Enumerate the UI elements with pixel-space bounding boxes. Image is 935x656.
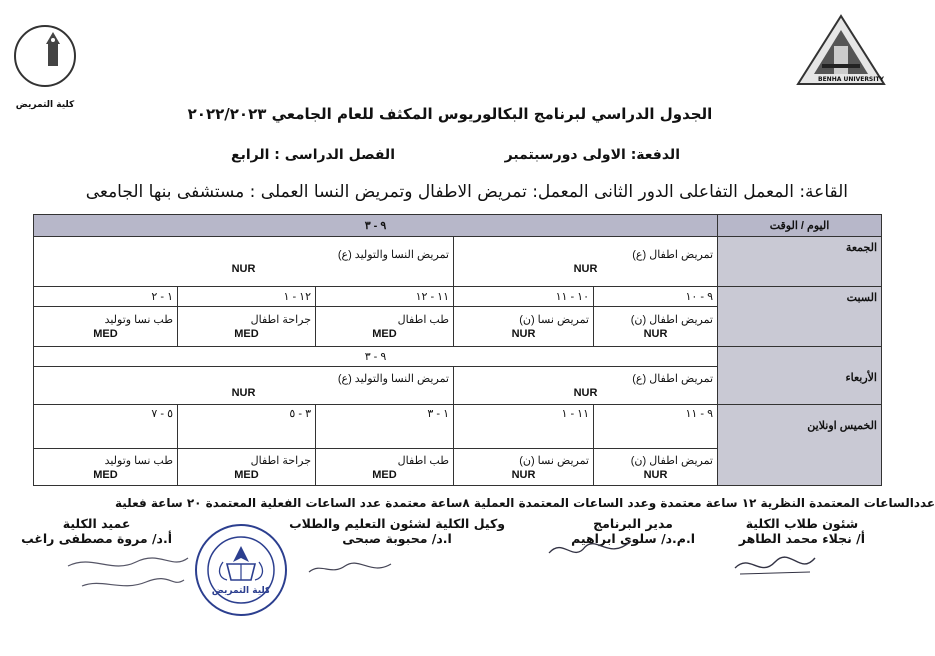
friday-a-code: NUR — [573, 263, 598, 275]
friday-block-a — [454, 237, 718, 287]
signature-dean — [21, 516, 172, 546]
course-code: MED — [93, 328, 118, 340]
course-code: MED — [234, 328, 259, 340]
wed-b-code: NUR — [231, 387, 256, 399]
wednesday-block-a — [454, 367, 718, 405]
day-friday: الجمعة — [718, 237, 882, 287]
thu-course-4 — [178, 449, 316, 486]
thu-time-4: ٣ - ٥ — [178, 405, 316, 449]
sat-course-1 — [594, 307, 718, 347]
signature-student-affairs — [739, 516, 865, 546]
sat-time-3: ١١ - ١٢ — [316, 287, 454, 307]
sig3-role: وكيل الكلية لشئون التعليم والطلاب — [289, 516, 505, 531]
course-title: تمريض نسا (ن) — [519, 314, 589, 326]
thu-course-3 — [316, 449, 454, 486]
course-title: طب نسا وتوليد — [104, 454, 173, 467]
sat-course-3 — [316, 307, 454, 347]
sig2-role: مدير البرنامج — [593, 516, 673, 531]
batch-label: الدفعة: الاولى دورسبتمبر — [504, 147, 680, 163]
sig1-role: شئون طلاب الكلية — [745, 516, 859, 531]
stamp-text: كلية التمريض — [211, 586, 271, 596]
course-title: تمريض اطفال (ن) — [630, 454, 713, 467]
sat-time-4: ١٢ - ١ — [178, 287, 316, 307]
course-title: جراحة اطفال — [250, 314, 311, 326]
course-code: NUR — [511, 328, 536, 340]
handwritten-signature-2 — [545, 535, 635, 565]
handwritten-signature-3 — [305, 558, 395, 580]
course-code: MED — [372, 328, 397, 340]
thu-time-5: ٥ - ٧ — [34, 405, 178, 449]
friday-b-title: تمريض النسا والتوليد (ع) — [337, 249, 449, 261]
friday-b-code: NUR — [231, 263, 256, 275]
sat-course-2 — [454, 307, 594, 347]
left-logo-caption: كلية التمريض — [15, 100, 75, 110]
course-title: جراحة اطفال — [250, 454, 311, 467]
document-title: الجدول الدراسي لبرنامج البكالوريوس المكثف للعام الجامعي ٢٠٢٢/٢٠٢٣ — [187, 105, 713, 123]
sig2-name: ا.م.د/ سلوى ابراهيم — [571, 531, 695, 546]
course-code: NUR — [643, 328, 668, 340]
credit-hours-note: عددالساعات المعتمدة النظرية ١٢ ساعة معتمدة وعدد الساعات المعتمدة العملية ٨ساعة معتمدة عدد الساعات الفعلية المعتمدة ٢٠ ساعة فعلية — [115, 496, 935, 510]
wednesday-time: ٩ - ٣ — [34, 347, 718, 367]
handwritten-signature-1 — [730, 548, 820, 582]
nursing-faculty-logo — [10, 18, 80, 108]
friday-a-title: تمريض اطفال (ع) — [632, 249, 713, 261]
right-logo-caption: BENHA UNIVERSITY — [818, 76, 884, 83]
thu-time-1: ٩ - ١١ — [594, 405, 718, 449]
sat-time-2: ١٠ - ١١ — [454, 287, 594, 307]
wednesday-block-b — [34, 367, 454, 405]
thu-time-3: ١ - ٣ — [316, 405, 454, 449]
top-time-header: ٩ - ٣ — [34, 215, 718, 237]
sig3-name: ا.د/ محبوبة صبحى — [342, 531, 452, 546]
course-title: تمريض اطفال (ن) — [630, 314, 713, 326]
friday-block-b — [34, 237, 454, 287]
semester-label: الفصل الدراسى : الرابع — [231, 147, 395, 163]
wed-b-title: تمريض النسا والتوليد (ع) — [337, 373, 449, 385]
sat-time-5: ١ - ٢ — [34, 287, 178, 307]
course-code: NUR — [643, 468, 668, 481]
official-stamp — [193, 522, 289, 622]
course-title: تمريض نسا (ن) — [519, 454, 589, 467]
day-thursday: الخميس اونلاين — [718, 405, 882, 486]
course-code: MED — [372, 468, 397, 481]
handwritten-signature-4 — [62, 552, 192, 596]
sat-course-5 — [34, 307, 178, 347]
sig1-name: أ/ نجلاء محمد الطاهر — [738, 531, 865, 546]
signature-vice-dean — [289, 516, 505, 546]
course-code: NUR — [511, 468, 536, 481]
hall-label: القاعة: المعمل التفاعلى الدور الثانى المعمل: تمريض الاطفال وتمريض النسا العملى : مستشفى بنها الجامعى — [85, 182, 848, 202]
benha-university-logo — [792, 8, 890, 90]
thu-course-2 — [454, 449, 594, 486]
day-wednesday: الأربعاء — [718, 347, 882, 405]
schedule-table — [33, 214, 882, 486]
course-code: MED — [93, 468, 118, 481]
sat-time-1: ٩ - ١٠ — [594, 287, 718, 307]
course-title: طب نسا وتوليد — [104, 314, 173, 326]
sig4-name: أ.د/ مروة مصطفى راغب — [21, 531, 172, 546]
corner-header: اليوم / الوقت — [718, 215, 882, 237]
day-saturday: السبت — [718, 287, 882, 347]
sat-course-4 — [178, 307, 316, 347]
thu-course-5 — [34, 449, 178, 486]
thu-course-1 — [594, 449, 718, 486]
wed-a-title: تمريض اطفال (ع) — [632, 373, 713, 385]
sig4-role: عميد الكلية — [62, 516, 131, 531]
thu-time-2: ١١ - ١ — [454, 405, 594, 449]
course-title: طب اطفال — [397, 314, 449, 326]
course-title: طب اطفال — [397, 454, 449, 467]
course-code: MED — [234, 468, 259, 481]
wed-a-code: NUR — [573, 387, 598, 399]
